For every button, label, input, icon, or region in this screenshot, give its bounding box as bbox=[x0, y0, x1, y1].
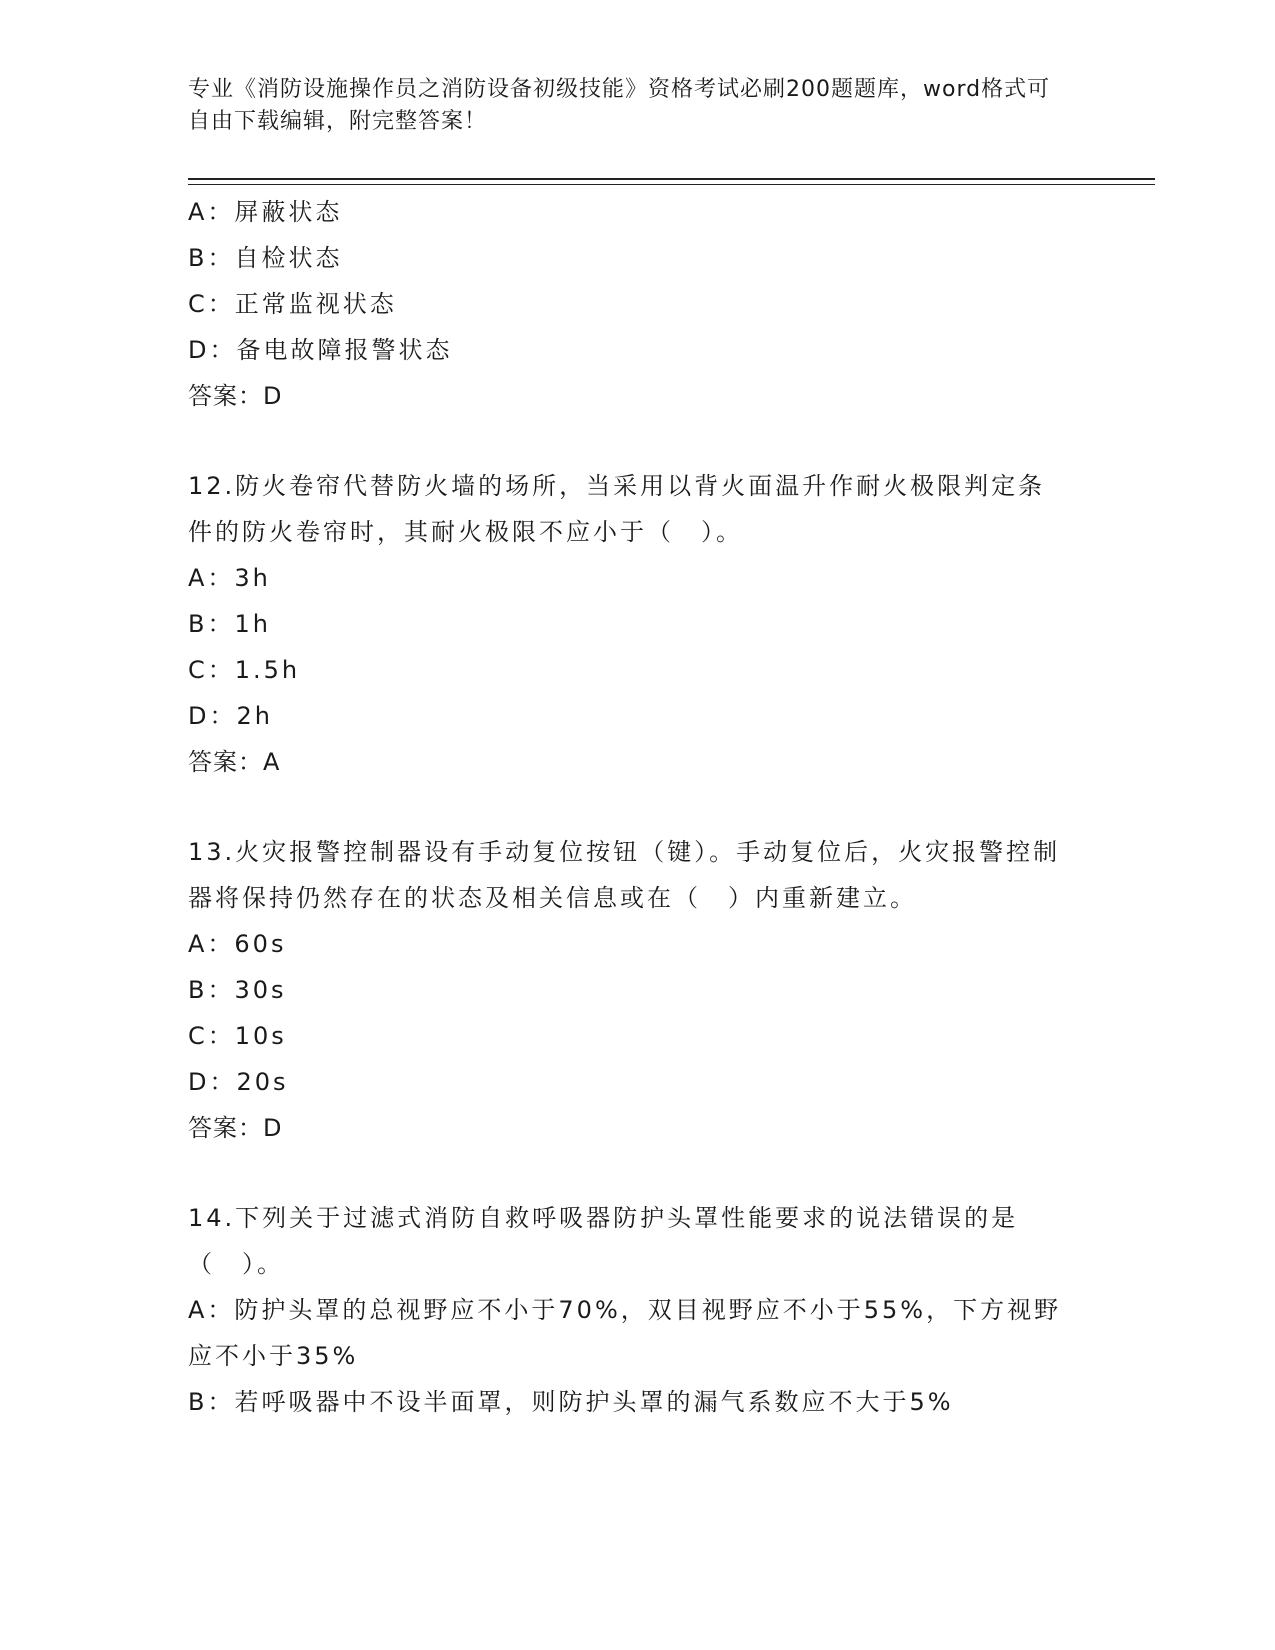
question-stem: 14.下列关于过滤式消防自救呼吸器防护头罩性能要求的说法错误的是（ ）。 bbox=[188, 1204, 1019, 1278]
option-d: D：2h bbox=[188, 702, 273, 730]
document-header: 专业《消防设施操作员之消防设备初级技能》资格考试必刷200题题库，word格式可自由下载编辑，附完整答案！ bbox=[188, 77, 1051, 134]
option-a: A：3h bbox=[188, 564, 271, 592]
option-a: A：屏蔽状态 bbox=[188, 198, 343, 226]
option-a: A：60s bbox=[188, 930, 287, 958]
header-divider-thick bbox=[188, 178, 1155, 180]
question-11 bbox=[188, 189, 1068, 419]
answer-line: 答案：D bbox=[188, 1114, 283, 1142]
question-12 bbox=[188, 463, 1068, 785]
question-list bbox=[188, 189, 1068, 1425]
option-b: B：自检状态 bbox=[188, 244, 343, 272]
question-stem: 12.防火卷帘代替防火墙的场所，当采用以背火面温升作耐火极限判定条件的防火卷帘时，其耐火极限不应小于（ ）。 bbox=[188, 472, 1046, 546]
question-14 bbox=[188, 1195, 1068, 1425]
option-b: B：若呼吸器中不设半面罩，则防护头罩的漏气系数应不大于5% bbox=[188, 1388, 954, 1416]
question-13 bbox=[188, 829, 1068, 1151]
answer-line: 答案：A bbox=[188, 748, 281, 776]
option-c: C：1.5h bbox=[188, 656, 301, 684]
option-b: B：1h bbox=[188, 610, 271, 638]
header-divider-thin bbox=[188, 184, 1155, 185]
option-d: D：备电故障报警状态 bbox=[188, 336, 453, 364]
question-stem: 13.火灾报警控制器设有手动复位按钮（键）。手动复位后，火灾报警控制器将保持仍然存在的状态及相关信息或在（ ）内重新建立。 bbox=[188, 838, 1061, 912]
answer-line: 答案：D bbox=[188, 382, 283, 410]
option-a: A：防护头罩的总视野应不小于70%，双目视野应不小于55%，下方视野应不小于35% bbox=[188, 1296, 1062, 1370]
option-c: C：10s bbox=[188, 1022, 287, 1050]
option-b: B：30s bbox=[188, 976, 287, 1004]
option-d: D：20s bbox=[188, 1068, 289, 1096]
option-c: C：正常监视状态 bbox=[188, 290, 397, 318]
